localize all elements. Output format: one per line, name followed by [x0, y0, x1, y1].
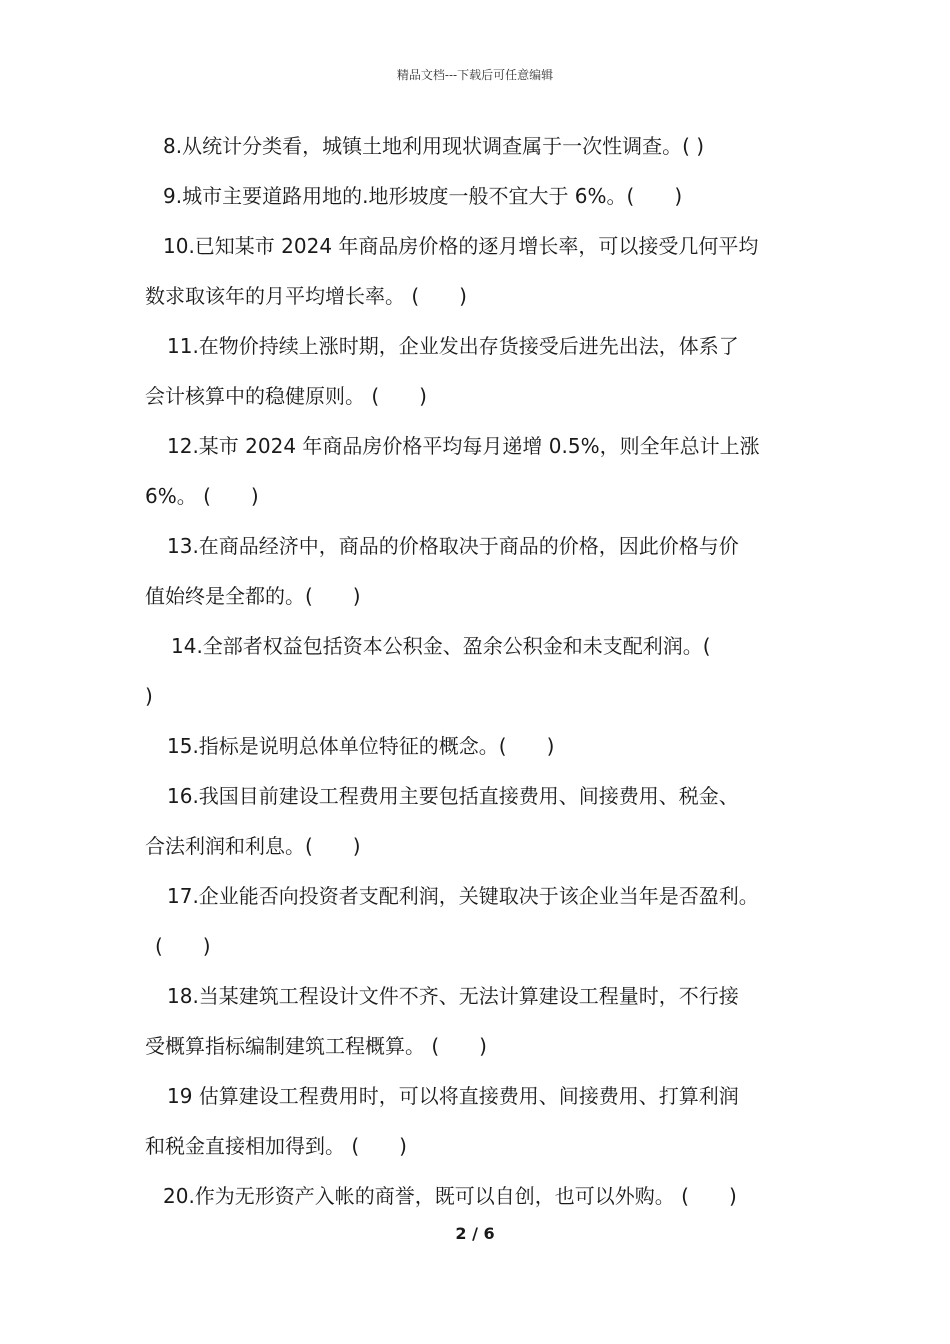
question-13-line-1: 13.在商品经济中，商品的价格取决于商品的价格，因此价格与价	[167, 534, 739, 558]
question-15: 15.指标是说明总体单位特征的概念。( )	[167, 734, 555, 758]
question-11-line-2: 会计核算中的稳健原则。 ( )	[145, 384, 427, 408]
question-9: 9.城市主要道路用地的.地形坡度一般不宜大于 6%。( )	[163, 184, 683, 208]
page-header: 精品文档---下载后可任意编辑	[396, 68, 554, 82]
question-18-line-1: 18.当某建筑工程设计文件不齐、无法计算建设工程量时，不行接	[167, 984, 739, 1008]
question-11-line-1: 11.在物价持续上涨时期，企业发出存货接受后进先出法，体系了	[167, 334, 739, 358]
question-8: 8.从统计分类看，城镇土地利用现状调查属于一次性调查。( )	[163, 134, 705, 158]
page-number: 2 / 6	[455, 1224, 495, 1243]
question-12-line-1: 12.某市 2024 年商品房价格平均每月递增 0.5%，则全年总计上涨	[167, 434, 760, 458]
question-17-line-1: 17.企业能否向投资者支配利润，关键取决于该企业当年是否盈利。	[167, 884, 759, 908]
document-body	[145, 128, 815, 1228]
question-19-line-1: 19 估算建设工程费用时，可以将直接费用、间接费用、打算利润	[167, 1084, 739, 1108]
question-19-line-2: 和税金直接相加得到。 ( )	[145, 1134, 407, 1158]
question-17-line-2: ( )	[155, 934, 211, 958]
question-18-line-2: 受概算指标编制建筑工程概算。 ( )	[145, 1034, 487, 1058]
question-14-line-1: 14.全部者权益包括资本公积金、盈余公积金和未支配利润。(	[171, 634, 711, 658]
question-10-line-2: 数求取该年的月平均增长率。 ( )	[145, 284, 467, 308]
question-16-line-1: 16.我国目前建设工程费用主要包括直接费用、间接费用、税金、	[167, 784, 739, 808]
question-13-line-2: 值始终是全都的。( )	[145, 584, 361, 608]
question-16-line-2: 合法利润和利息。( )	[145, 834, 361, 858]
question-20: 20.作为无形资产入帐的商誉，既可以自创，也可以外购。 ( )	[163, 1184, 737, 1208]
question-10-line-1: 10.已知某市 2024 年商品房价格的逐月增长率，可以接受几何平均	[163, 234, 759, 258]
question-12-line-2: 6%。 ( )	[145, 484, 259, 508]
question-14-line-2: )	[145, 684, 153, 708]
